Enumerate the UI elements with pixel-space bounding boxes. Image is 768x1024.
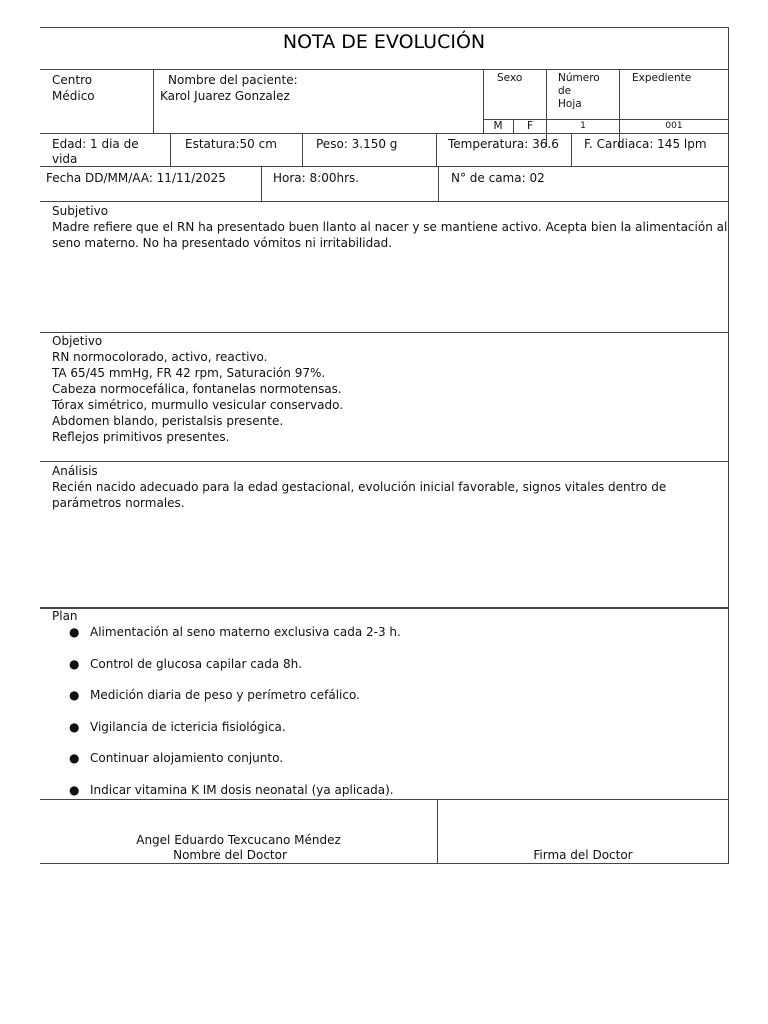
plan-item-text: Alimentación al seno materno exclusiva cada 2-3 h. <box>90 625 401 639</box>
objetivo-line: Abdomen blando, peristalsis presente. <box>52 414 284 428</box>
plan-item-text: Indicar vitamina K IM dosis neonatal (ya aplicada). <box>90 782 394 797</box>
doctor-signature-label: Firma del Doctor <box>533 848 633 862</box>
peso-value: Peso: 3.150 g <box>316 137 398 151</box>
analisis-label: Análisis <box>52 464 98 478</box>
divider <box>436 133 437 166</box>
objetivo-line: Reflejos primitivos presentes. <box>52 430 230 444</box>
objetivo-line: RN normocolorado, activo, reactivo. <box>52 350 268 364</box>
edad-line-1: Edad: 1 dia de <box>52 137 139 151</box>
centro-medico-label-2: Médico <box>52 89 95 103</box>
bullet-icon: ● <box>69 782 80 797</box>
cama-value: N° de cama: 02 <box>451 171 545 185</box>
fecha-value: Fecha DD/MM/AA: 11/11/2025 <box>46 171 226 185</box>
analisis-line-1: Recién nacido adecuado para la edad gestacional, evolución inicial favorable, signos vitales dentro de <box>52 480 667 494</box>
divider <box>40 201 728 202</box>
sexo-f-option: F <box>526 120 534 132</box>
plan-item-text: Control de glucosa capilar cada 8h. <box>90 656 303 671</box>
form-title: NOTA DE EVOLUCIÓN <box>282 31 486 53</box>
divider <box>40 133 728 134</box>
divider <box>438 166 439 201</box>
estatura-value: Estatura:50 cm <box>185 137 277 151</box>
sexo-label: Sexo <box>497 72 523 84</box>
numero-hoja-label-1: Número <box>558 72 600 84</box>
subjetivo-label: Subjetivo <box>52 204 109 218</box>
plan-list <box>52 624 401 814</box>
divider <box>40 166 728 167</box>
bullet-icon: ● <box>69 625 80 639</box>
centro-medico-label-1: Centro <box>52 73 93 87</box>
doctor-name-label: Nombre del Doctor <box>173 848 287 862</box>
divider <box>40 69 728 70</box>
divider <box>40 461 728 462</box>
plan-item-text: Vigilancia de ictericia fisiológica. <box>90 719 286 734</box>
divider <box>40 332 728 333</box>
objetivo-line: TA 65/45 mmHg, FR 42 rpm, Saturación 97%. <box>52 366 326 380</box>
divider <box>40 799 728 800</box>
list-item <box>52 656 401 688</box>
expediente-label: Expediente <box>632 72 692 84</box>
patient-name-value: Karol Juarez Gonzalez <box>160 89 290 103</box>
objetivo-line: Tórax simétrico, murmullo vesicular conservado. <box>52 398 344 412</box>
divider <box>40 863 728 864</box>
sexo-m-option: M <box>493 120 503 132</box>
plan-item-text: Medición diaria de peso y perímetro cefálico. <box>90 688 360 703</box>
divider <box>261 166 262 201</box>
plan-item-text: Continuar alojamiento conjunto. <box>90 751 284 766</box>
list-item <box>52 719 401 751</box>
list-item <box>52 687 401 719</box>
bullet-icon: ● <box>69 751 80 766</box>
patient-name-label: Nombre del paciente: <box>168 73 298 87</box>
subjetivo-line-2: seno materno. No ha presentado vómitos ni irritabilidad. <box>52 236 393 250</box>
expediente-value: 001 <box>665 121 683 131</box>
list-item <box>52 624 401 656</box>
analisis-line-2: parámetros normales. <box>52 496 185 510</box>
objetivo-line: Cabeza normocefálica, fontanelas normotensas. <box>52 382 342 396</box>
list-item <box>52 750 401 782</box>
plan-label: Plan <box>52 609 78 623</box>
bullet-icon: ● <box>69 719 80 734</box>
numero-hoja-label-3: Hoja <box>558 98 582 110</box>
temperatura-value: Temperatura: 36.6 <box>448 137 559 151</box>
divider <box>571 133 572 166</box>
hora-value: Hora: 8:00hrs. <box>273 171 360 185</box>
subjetivo-line-1: Madre refiere que el RN ha presentado buen llanto al nacer y se mantiene activo. Acepta bien la alimentación al <box>52 220 728 234</box>
bullet-icon: ● <box>69 656 80 671</box>
frecuencia-cardiaca-value: F. Cardiaca: 145 lpm <box>584 137 707 151</box>
divider <box>153 69 154 133</box>
bullet-icon: ● <box>69 688 80 703</box>
doctor-name: Angel Eduardo Texcucano Méndez <box>136 833 341 847</box>
divider <box>302 133 303 166</box>
numero-hoja-label-2: de <box>558 85 572 97</box>
objetivo-label: Objetivo <box>52 334 103 348</box>
divider <box>170 133 171 166</box>
evolution-note-form <box>40 27 729 864</box>
list-item <box>52 782 401 814</box>
hoja-number-value: 1 <box>580 121 586 131</box>
divider <box>40 607 728 609</box>
edad-line-2: vida <box>52 152 78 166</box>
